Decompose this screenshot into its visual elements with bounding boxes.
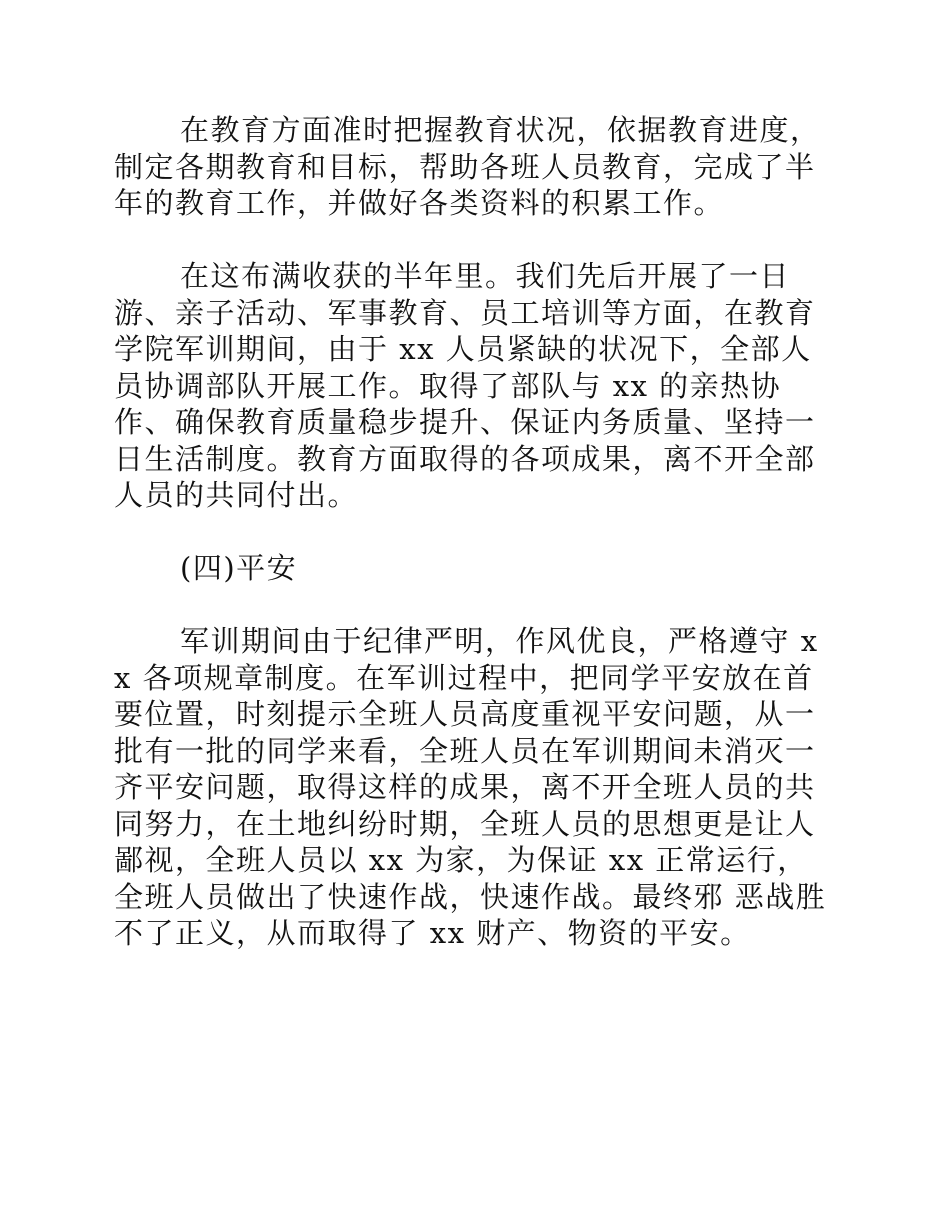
paragraph-half-year-harvest: 在这布满收获的半年里。我们先后开展了一日游、亲子活动、军事教育、员工培训等方面，在教育学院军训期间，由于 xx 人员紧缺的状况下，全部人员协调部队开展工作。取得了部队与 xx 的亲热协作、确保教育质量稳步提升、保证内务质量、坚持一日生活制度。教育方面取得的各项成果，离不开全部人员的共同付出。 (114, 259, 816, 512)
section-heading-safety: (四)平安 (180, 551, 298, 585)
paragraph-education-progress: 在教育方面准时把握教育状况，依据教育进度，制定各期教育和目标，帮助各班人员教育，完成了半年的教育工作，并做好各类资料的积累工作。 (114, 113, 821, 220)
paragraph-military-training-safety: 军训期间由于纪律严明，作风优良，严格遵守 xx 各项规章制度。在军训过程中，把同学平安放在首要位置，时刻提示全班人员高度重视平安问题，从一批有一批的同学来看，全班人员在军训期间未消灭一齐平安问题，取得这样的成果，离不开全班人员的共同努力，在土地纠纷时期，全班人员的思想更是让人鄙视，全班人员以 xx 为家，为保证 xx 正常运行，全班人员做出了快速作战，快速作战。最终邪 恶战胜不了正义，从而取得了 xx 财产、物资的平安。 (114, 624, 827, 950)
document-body (114, 112, 836, 988)
